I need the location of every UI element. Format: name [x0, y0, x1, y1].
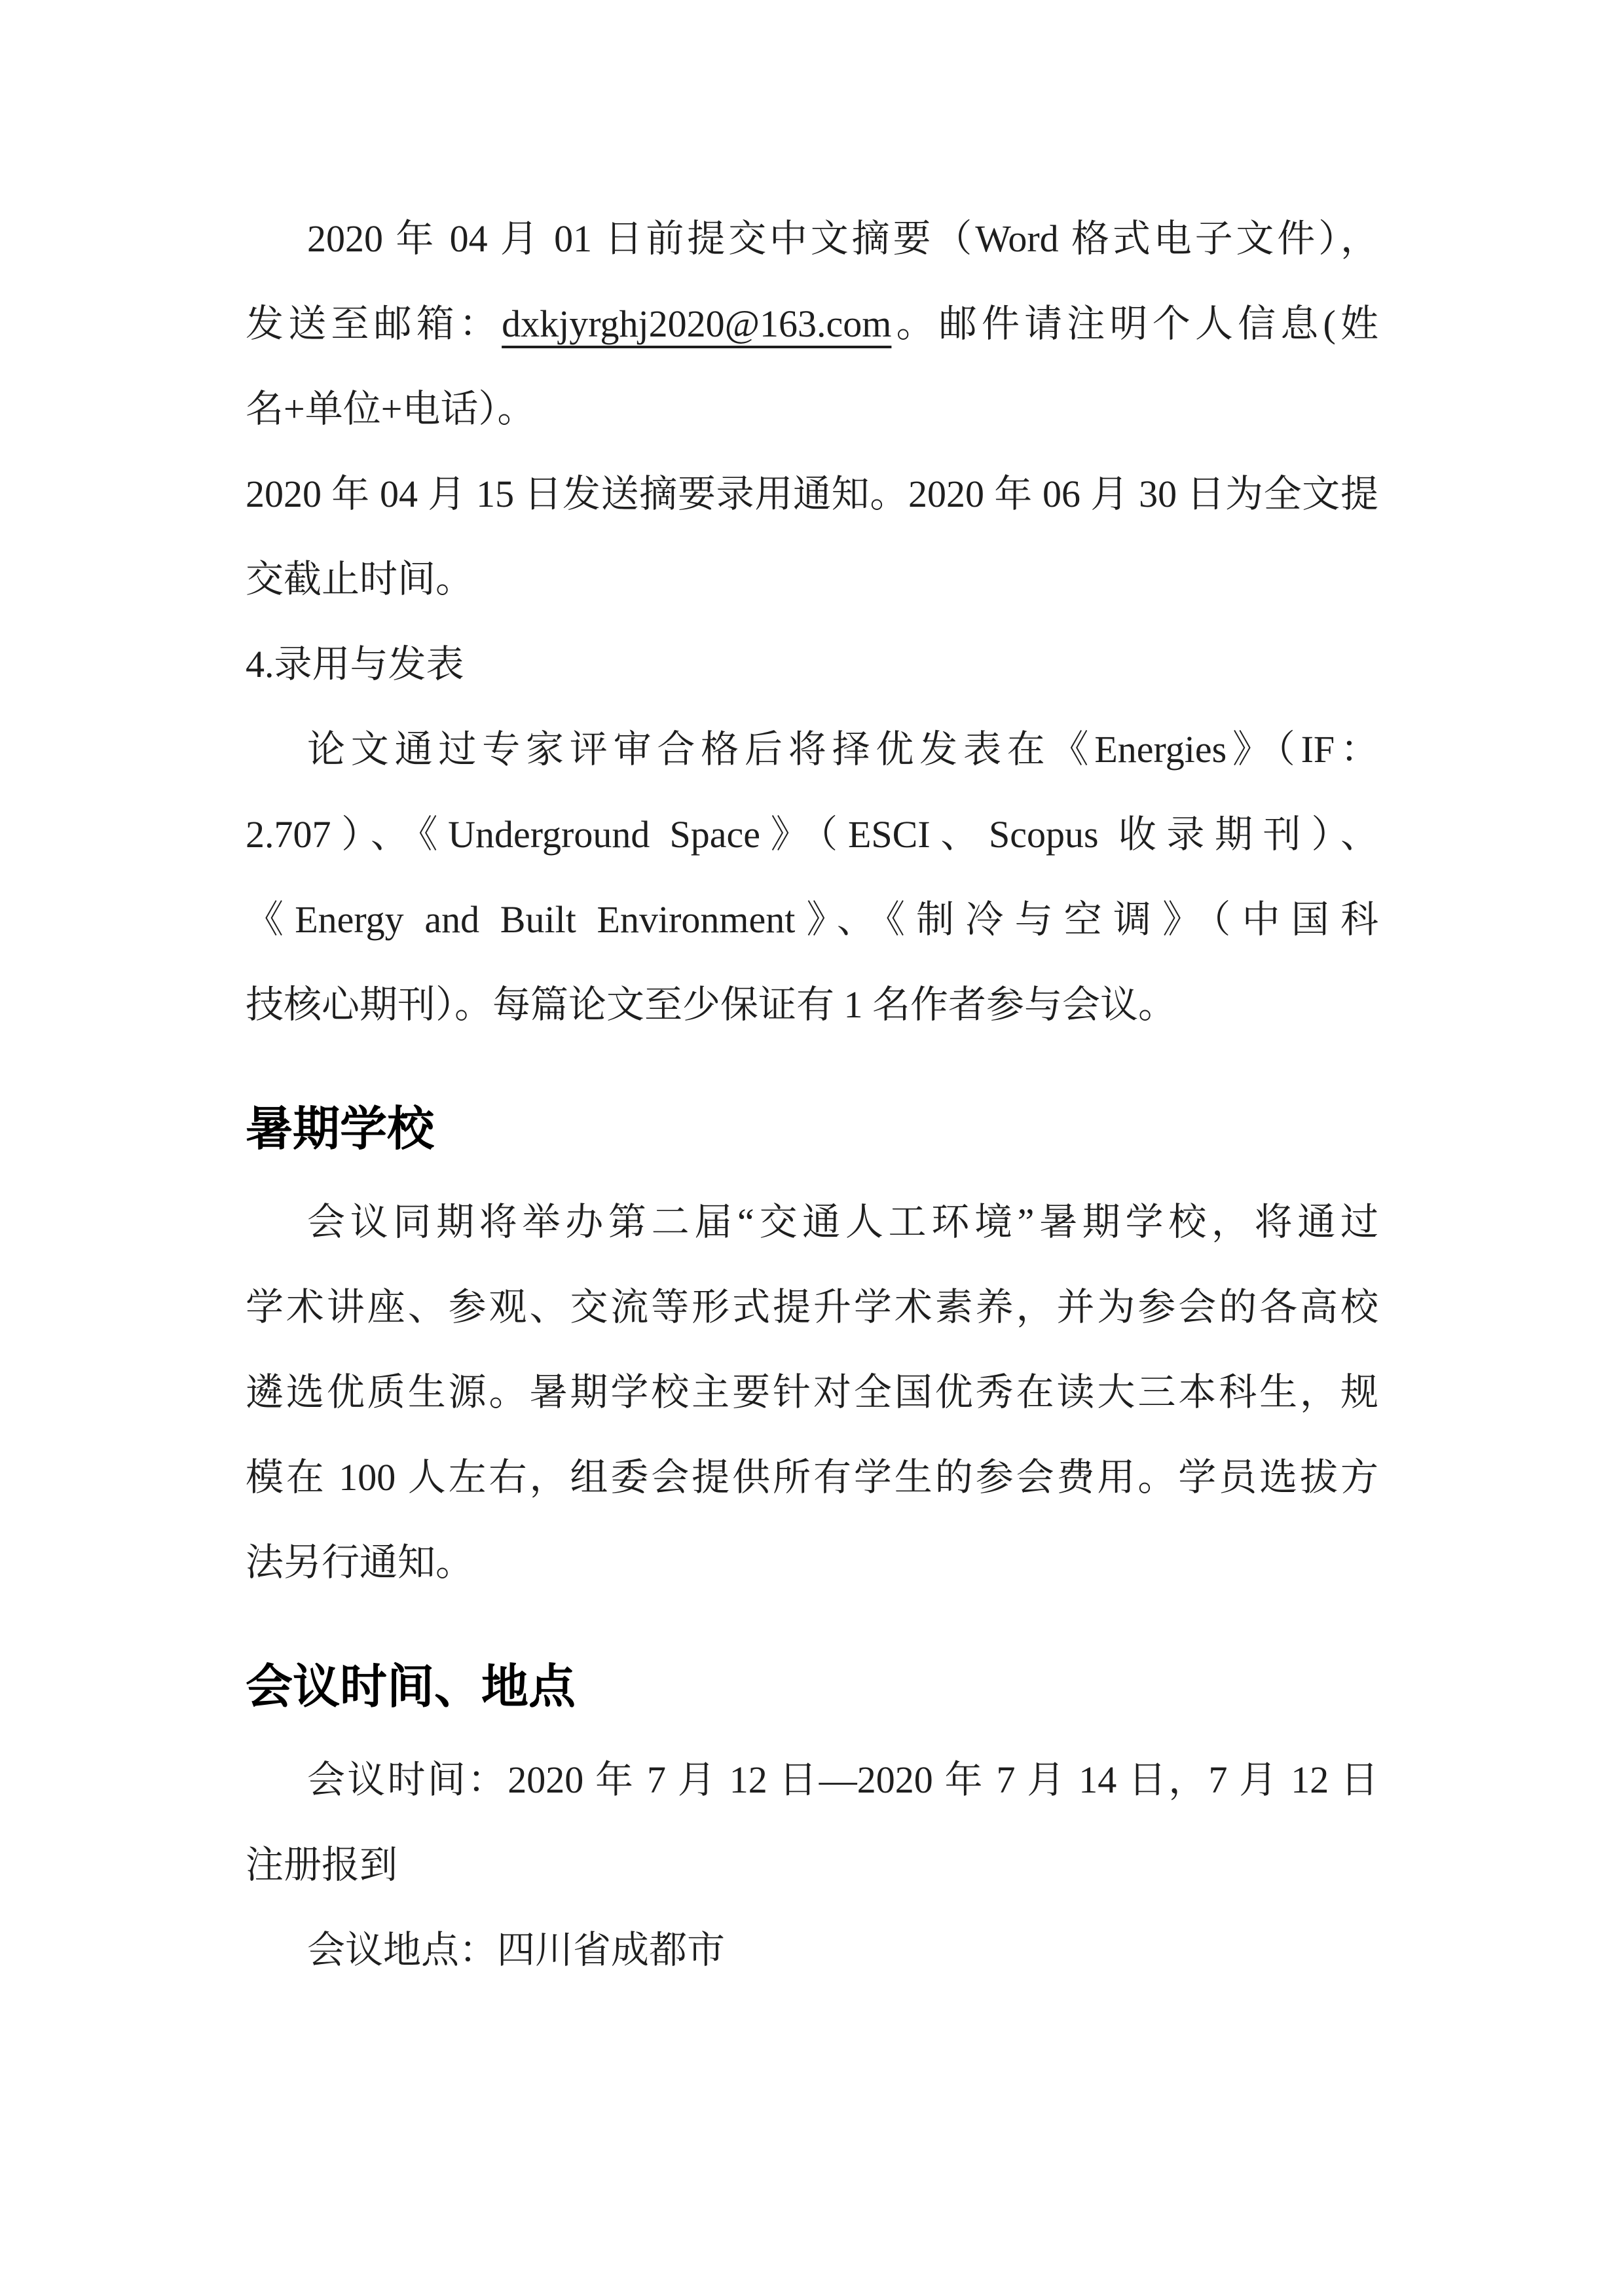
line-publication-3: 《Energy and Built Environment》、《制冷与空调》（中国科 — [246, 898, 1378, 941]
line-contact-info: 名+单位+电话）。 — [246, 388, 536, 430]
heading-time-location: 会议时间、地点 — [246, 1661, 576, 1713]
line-summer-school-3: 遴选优质生源。暑期学校主要针对全国优秀在读大三本科生，规 — [246, 1371, 1378, 1413]
line-meeting-time-2: 注册报到 — [246, 1844, 398, 1886]
line-fulltext-deadline: 交截止时间。 — [246, 558, 474, 600]
email-suffix-text: 。邮件请注明个人信息(姓 — [891, 302, 1378, 345]
line-publication-2: 2.707）、《Underground Space》（ESCI、Scopus 收录期刊）、 — [246, 813, 1378, 856]
line-publication-1: 论文通过专家评审合格后将择优发表在《Energies》（IF： — [307, 728, 1378, 771]
line-abstract-deadline: 2020 年 04 月 01 日前提交中文摘要（Word 格式电子文件）， — [307, 217, 1378, 260]
line-summer-school-1: 会议同期将举办第二届“交通人工环境”暑期学校，将通过 — [307, 1201, 1378, 1243]
line-email-address — [246, 282, 1378, 367]
line-acceptance-item-title: 4.录用与发表 — [246, 643, 464, 685]
line-summer-school-5: 法另行通知。 — [246, 1541, 474, 1584]
heading-summer-school: 暑期学校 — [246, 1103, 435, 1156]
email-link[interactable]: dxkjyrghj2020@163.com — [502, 302, 892, 345]
line-meeting-location: 会议地点：四川省成都市 — [307, 1929, 726, 1971]
line-summer-school-2: 学术讲座、参观、交流等形式提升学术素养，并为参会的各高校 — [246, 1286, 1378, 1328]
line-abstract-notice-date: 2020 年 04 月 15 日发送摘要录用通知。2020 年 06 月 30 日为全文提 — [246, 473, 1378, 515]
line-publication-4: 技核心期刊）。每篇论文至少保证有 1 名作者参与会议。 — [246, 983, 1177, 1026]
line-summer-school-4: 模在 100 人左右，组委会提供所有学生的参会费用。学员选拔方 — [246, 1456, 1378, 1499]
line-meeting-time-1: 会议时间：2020 年 7 月 12 日—2020 年 7 月 14 日，7 月 12 日 — [307, 1758, 1378, 1801]
email-prefix-text: 发送至邮箱： — [246, 302, 502, 345]
